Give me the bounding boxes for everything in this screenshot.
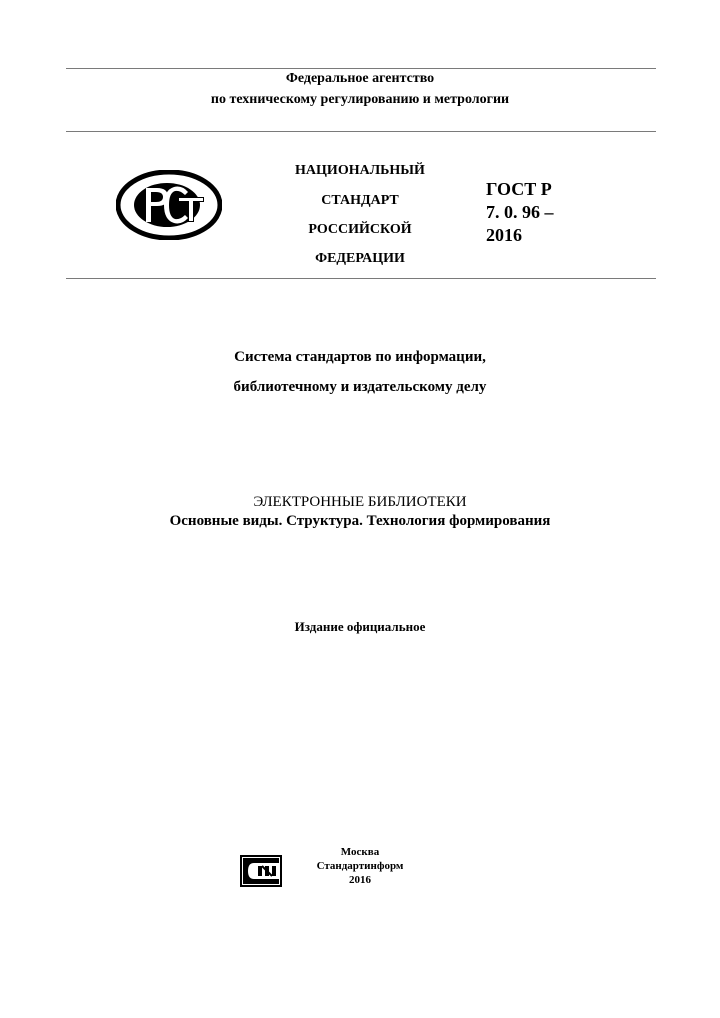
publisher-name: Стандартинформ xyxy=(316,860,404,872)
standartinform-logo-icon xyxy=(240,855,282,887)
top-divider xyxy=(66,68,656,69)
series-title-line-2: библиотечному и издательскому делу xyxy=(233,379,487,395)
agency-name-line-1: Федеральное агентство xyxy=(285,71,435,86)
standard-type-line-2: СТАНДАРТ xyxy=(321,193,399,208)
document-title: ЭЛЕКТРОННЫЕ БИБЛИОТЕКИ xyxy=(253,494,467,510)
standard-block-divider xyxy=(66,278,656,279)
standard-type-line-1: НАЦИОНАЛЬНЫЙ xyxy=(295,163,425,178)
standard-type-line-3: РОССИЙСКОЙ xyxy=(308,222,412,237)
publisher-city: Москва xyxy=(340,846,380,858)
publication-year: 2016 xyxy=(349,874,371,886)
standard-type-line-4: ФЕДЕРАЦИИ xyxy=(315,251,405,266)
gost-designation-line-3: 2016 xyxy=(486,225,522,245)
agency-name-line-2: по техническому регулированию и метрологии xyxy=(210,92,510,107)
gost-designation-line-1: ГОСТ Р xyxy=(486,179,552,199)
edition-label: Издание официальное xyxy=(294,619,426,634)
series-title-line-1: Система стандартов по информации, xyxy=(234,349,486,365)
document-subtitle: Основные виды. Структура. Технология формирования xyxy=(169,513,551,529)
rst-certification-logo-icon xyxy=(116,170,222,240)
gost-designation-line-2: 7. 0. 96 – xyxy=(486,202,554,222)
header-divider xyxy=(66,131,656,132)
